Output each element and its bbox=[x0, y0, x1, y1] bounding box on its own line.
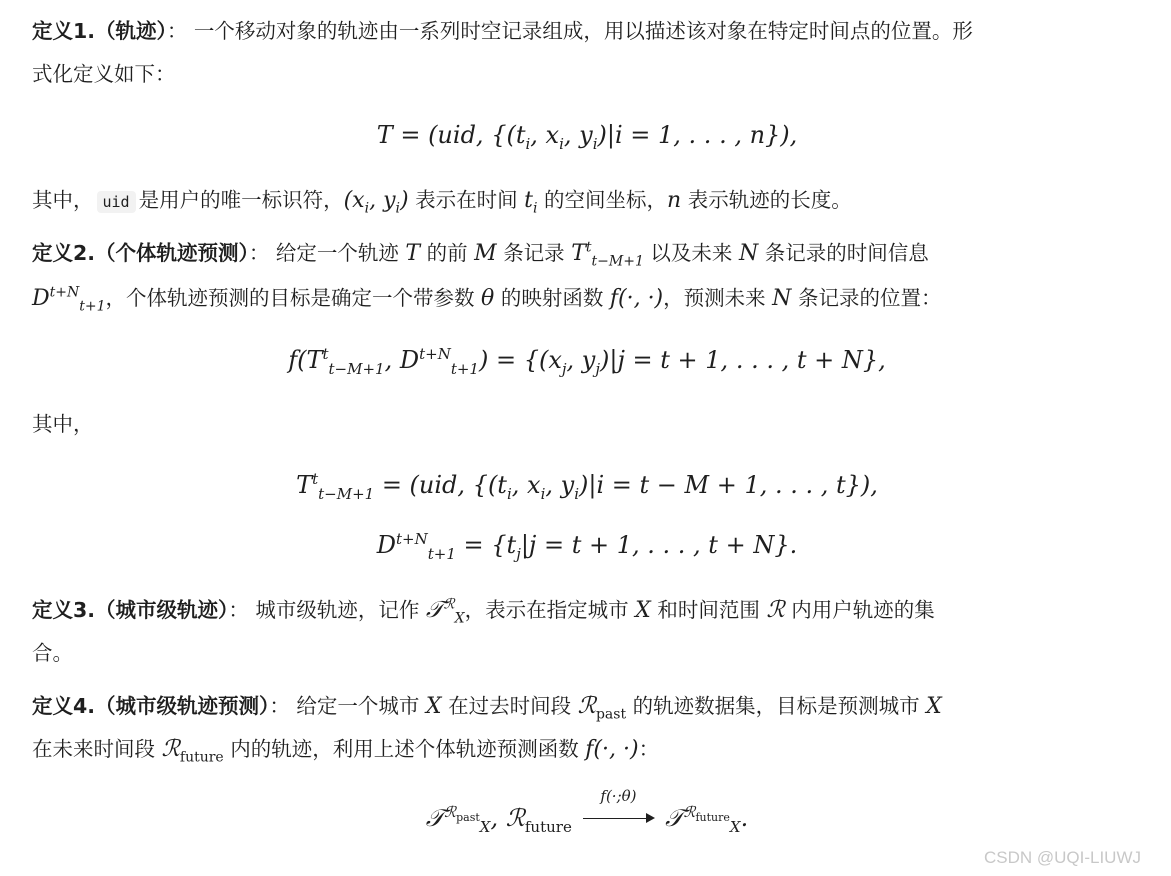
math-D bbox=[32, 284, 106, 315]
math-sup: t bbox=[585, 239, 592, 256]
math-M: M bbox=[474, 241, 497, 266]
text: ，表示在指定城市 bbox=[464, 598, 629, 622]
eq-sup: t+N bbox=[396, 530, 428, 548]
eq-text: = (uid, {(t bbox=[374, 471, 507, 499]
arrow-shaft bbox=[583, 818, 653, 819]
eq-text: f(T bbox=[288, 346, 323, 374]
equation-history-window bbox=[32, 467, 1142, 503]
math-sub: i bbox=[532, 200, 538, 217]
math-N: N bbox=[738, 241, 759, 266]
math: (x bbox=[343, 188, 365, 213]
eq-sup-text: ℛ bbox=[444, 803, 457, 821]
text: 其中， bbox=[32, 188, 94, 212]
text: 表示在时间 bbox=[415, 188, 518, 212]
text: 条记录的时间信息 bbox=[764, 241, 929, 265]
math-T-window bbox=[571, 239, 644, 270]
definition-3-label: 定义3.（城市级轨迹） bbox=[32, 598, 229, 622]
eq-sup: t bbox=[322, 345, 329, 363]
eq-sub: X bbox=[479, 817, 491, 836]
math-coord bbox=[343, 188, 409, 217]
definition-2-line-2 bbox=[32, 277, 1142, 320]
mapping-arrow bbox=[579, 787, 657, 836]
text: 给定一个城市 bbox=[296, 694, 420, 718]
eq-text: , y bbox=[545, 471, 575, 499]
eq-sub: i bbox=[559, 134, 564, 153]
text: 条记录的位置： bbox=[797, 286, 942, 310]
equation-city-prediction bbox=[32, 787, 1142, 836]
eq-text: |j = t + 1, . . . , t + N}. bbox=[520, 531, 798, 559]
eq-sub: j bbox=[516, 544, 521, 563]
math-sub: t−M+1 bbox=[591, 253, 644, 270]
math: 𝒯 bbox=[425, 597, 444, 623]
text: ，个体轨迹预测的目标是确定一个带参数 bbox=[105, 286, 475, 310]
math-ti bbox=[524, 188, 538, 217]
text: 是用户的唯一标识符， bbox=[138, 188, 344, 212]
text: 以及未来 bbox=[650, 241, 733, 265]
eq-sub: future bbox=[524, 817, 572, 836]
eq-sub: j bbox=[561, 359, 567, 378]
separator: ： bbox=[248, 241, 270, 265]
text: 在未来时间段 bbox=[32, 737, 155, 761]
text: 和时间范围 bbox=[657, 598, 760, 622]
math: ) bbox=[399, 188, 409, 213]
eq-sup bbox=[444, 803, 480, 824]
text: 条记录 bbox=[503, 241, 565, 265]
eq-sub: t−M+1 bbox=[328, 359, 385, 378]
text: 的映射函数 bbox=[500, 286, 604, 310]
eq-sub: t+1 bbox=[427, 544, 456, 563]
eq-sub: i bbox=[574, 484, 580, 503]
equation-trajectory bbox=[32, 117, 1142, 153]
math-city-trajectory bbox=[425, 596, 465, 627]
text: 城市级轨迹，记作 bbox=[255, 598, 420, 622]
eq-sub: i bbox=[506, 484, 512, 503]
math-T: T bbox=[405, 241, 421, 266]
definition-2-label: 定义2.（个体轨迹预测） bbox=[32, 241, 249, 265]
math: t bbox=[524, 188, 533, 213]
text: 内的轨迹，利用上述个体轨迹预测函数 bbox=[230, 737, 579, 761]
text: 合。 bbox=[32, 641, 73, 665]
eq-sub: t+1 bbox=[450, 359, 479, 378]
eq-sub: i bbox=[592, 134, 598, 153]
eq-sup: t bbox=[312, 470, 319, 488]
math-N: N bbox=[772, 286, 792, 311]
definition-1-line-1 bbox=[32, 10, 1142, 53]
eq-text: , D bbox=[384, 346, 420, 374]
definition-1-line-2 bbox=[32, 53, 1142, 96]
eq-text: , y bbox=[563, 121, 593, 149]
equation-future-times bbox=[32, 527, 1142, 563]
text: ： bbox=[638, 737, 660, 761]
text: 的前 bbox=[426, 241, 468, 265]
math-sub: future bbox=[179, 749, 224, 766]
eq-sup-sub: past bbox=[456, 811, 480, 824]
eq-sub: t−M+1 bbox=[318, 484, 375, 503]
text: 的轨迹数据集，目标是预测城市 bbox=[632, 694, 920, 718]
math-sub: X bbox=[454, 610, 465, 627]
text: 其中， bbox=[32, 412, 94, 436]
math-R-past bbox=[577, 693, 627, 723]
math-sup: t+N bbox=[49, 284, 80, 301]
eq-sub: j bbox=[595, 359, 601, 378]
definition-1-label: 定义1.（轨迹） bbox=[32, 19, 167, 43]
definition-1-text: 一个移动对象的轨迹由一系列时空记录组成，用以描述该对象在特定时间点的位置。形 bbox=[193, 19, 973, 43]
where-line-2 bbox=[32, 403, 1142, 446]
eq-text: , x bbox=[511, 471, 541, 499]
text: 表示轨迹的长度。 bbox=[687, 188, 852, 212]
definition-3-line-2 bbox=[32, 632, 1142, 675]
math-X: X bbox=[926, 694, 942, 719]
math-X: X bbox=[635, 598, 651, 623]
math-theta: θ bbox=[481, 286, 495, 311]
equation-individual-prediction bbox=[32, 342, 1142, 378]
definition-1-text-cont: 式化定义如下： bbox=[32, 62, 176, 86]
math-sub: past bbox=[595, 706, 627, 723]
eq-symbol: 𝒯 bbox=[665, 804, 684, 832]
inline-code-uid: uid bbox=[97, 191, 136, 213]
eq-text: = {t bbox=[455, 531, 517, 559]
math-sup: ℛ bbox=[443, 596, 455, 613]
eq-text: . bbox=[740, 804, 749, 832]
math: ℛ bbox=[577, 693, 596, 719]
math: D bbox=[32, 286, 50, 311]
math-X: X bbox=[425, 694, 442, 719]
math-sub: i bbox=[395, 200, 400, 217]
eq-sup-text: ℛ bbox=[683, 803, 696, 821]
eq-symbol: T bbox=[296, 471, 313, 499]
text: 内用户轨迹的集 bbox=[791, 598, 935, 622]
eq-sub: i bbox=[540, 484, 546, 503]
where-line-1 bbox=[32, 179, 1142, 224]
eq-text: )|j = t + 1, . . . , t + N}, bbox=[600, 346, 886, 374]
math: T bbox=[571, 241, 586, 266]
definition-3-line-1 bbox=[32, 589, 1142, 632]
eq-text: )|i = t − M + 1, . . . , t}), bbox=[579, 471, 878, 499]
text: 的空间坐标， bbox=[544, 188, 667, 212]
separator: ： bbox=[166, 19, 188, 43]
math-n: n bbox=[667, 188, 682, 213]
text: 在过去时间段 bbox=[448, 694, 572, 718]
math: ℛ bbox=[161, 736, 180, 762]
eq-text: = (uid, {(t bbox=[392, 121, 526, 149]
eq-sub: X bbox=[729, 817, 741, 836]
math-sub: t+1 bbox=[79, 298, 106, 315]
eq-symbol: 𝒯 bbox=[425, 804, 445, 832]
math-sub: i bbox=[364, 200, 370, 217]
eq-text: , y bbox=[566, 346, 596, 374]
math: , y bbox=[369, 188, 396, 213]
eq-text: , ℛ bbox=[490, 804, 525, 832]
eq-text: ) = {(x bbox=[478, 346, 562, 374]
arrow-label: f(·;θ) bbox=[600, 787, 637, 805]
definition-4-label: 定义4.（城市级轨迹预测） bbox=[32, 694, 270, 718]
definition-2-line-1 bbox=[32, 232, 1142, 275]
math-R: ℛ bbox=[766, 597, 785, 623]
eq-sup-sub: future bbox=[695, 811, 730, 824]
eq-text: )|i = 1, . . . , n}), bbox=[597, 121, 798, 149]
watermark: CSDN @UQI-LIUWJ bbox=[983, 848, 1141, 867]
math-f: f(·, ·) bbox=[585, 737, 639, 762]
eq-symbol: T bbox=[376, 121, 393, 149]
separator: ： bbox=[269, 694, 290, 718]
math-f: f(·, ·) bbox=[609, 286, 664, 311]
eq-sup: t+N bbox=[419, 345, 451, 363]
text: 给定一个轨迹 bbox=[275, 241, 399, 265]
eq-sup bbox=[683, 803, 730, 824]
text: ，预测未来 bbox=[663, 286, 766, 310]
definition-4-line-2 bbox=[32, 728, 1142, 771]
math-R-future bbox=[161, 736, 224, 766]
eq-sub: i bbox=[525, 134, 531, 153]
eq-text: , x bbox=[530, 121, 560, 149]
definition-4-line-1 bbox=[32, 685, 1142, 728]
eq-symbol: D bbox=[376, 531, 397, 559]
separator: ： bbox=[228, 598, 249, 622]
